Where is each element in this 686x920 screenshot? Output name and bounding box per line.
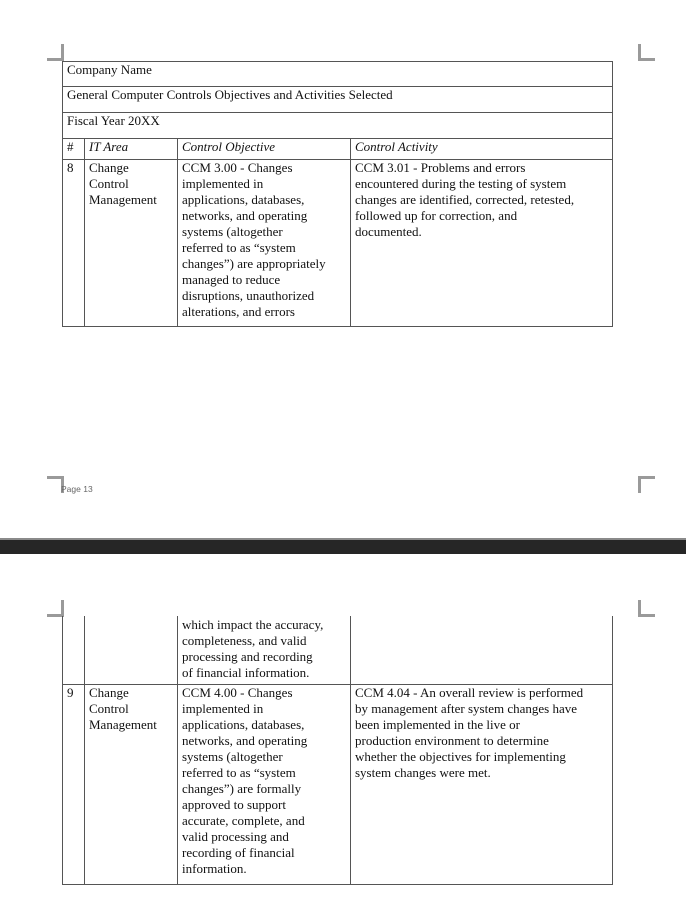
row-9-it-area: Change Control Management [85,684,178,884]
column-header-control-objective: Control Objective [178,139,351,160]
row-8-it-area: Change Control Management [85,160,178,327]
table-row-8 [63,160,613,327]
row-8-control-objective: CCM 3.00 - Changes implemented in applications, databases, networks, and operating systems (altogether referred to as “system changes”) are appropriately managed to reduce disruptions, unauthorized alterations, and errors [178,160,351,327]
row-8-number: 8 [63,160,85,327]
controls-table-page-2 [62,616,613,885]
fiscal-year-row [63,113,613,139]
company-name-row [63,62,613,87]
crop-mark-top-right [638,600,655,617]
controls-table-page-1 [62,61,613,327]
column-header-control-activity: Control Activity [351,139,613,160]
crop-mark-bottom-right [638,476,655,493]
row-9-control-objective: CCM 4.00 - Changes implemented in applications, databases, networks, and operating systems (altogether referred to as “system changes”) are formally approved to support accurate, complete, and valid processing and recording of financial information. [178,684,351,884]
table-row-8-continued [63,616,613,684]
row-9-control-activity: CCM 4.04 - An overall review is performed by management after system changes have been implemented in the live or production environment to determine whether the objectives for implementing system changes were met. [351,684,613,884]
document-page-2 [0,554,686,920]
page-divider [0,538,686,554]
row-8-continued-control-objective: which impact the accuracy, completeness, and valid processing and recording of financial information. [178,616,351,684]
fiscal-year: Fiscal Year 20XX [63,113,613,139]
table-title: General Computer Controls Objectives and Activities Selected [63,87,613,113]
row-9-number: 9 [63,684,85,884]
company-name: Company Name [63,62,613,87]
row-8-continued-number [63,616,85,684]
column-header-it-area: IT Area [85,139,178,160]
row-8-control-activity: CCM 3.01 - Problems and errors encountered during the testing of system changes are identified, corrected, retested, followed up for correction, and documented. [351,160,613,327]
row-8-continued-it-area [85,616,178,684]
table-row-9 [63,684,613,884]
column-header-number: # [63,139,85,160]
table-title-row [63,87,613,113]
column-header-row [63,139,613,160]
row-8-continued-control-activity [351,616,613,684]
crop-mark-top-right [638,44,655,61]
crop-mark-top-left [47,44,64,61]
page-number: Page 13 [61,484,93,494]
crop-mark-top-left [47,600,64,617]
